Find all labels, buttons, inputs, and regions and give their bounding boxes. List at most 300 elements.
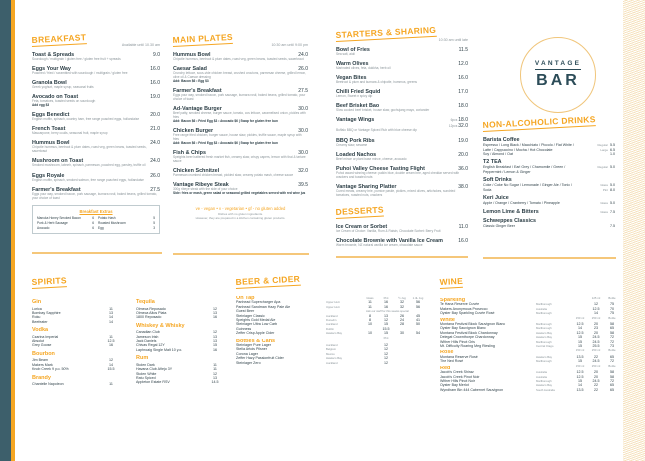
spirit-price: 15 — [213, 343, 217, 348]
menu-item — [336, 224, 468, 234]
menu-item-name: Beef Brisket Bao — [336, 103, 380, 110]
left-side-bar — [0, 0, 11, 461]
beer-price: 10 — [368, 322, 372, 327]
menu-item-price: 12.0 — [458, 61, 468, 68]
menu-item — [336, 166, 468, 180]
menu-item-description: Beef patty, smoked cheese, burger sauce, tomato, cos lettuce, caramelised onion, pickles with fries — [173, 111, 306, 119]
spirit-name: Czarina Imperial — [32, 334, 59, 339]
wine-name: Wither Hills Pinot Gris — [440, 339, 475, 344]
wine-price: 25.5 — [592, 344, 600, 349]
spirit-category: Whiskey & Whisky — [136, 322, 185, 329]
menu-item-price: 32.0 — [298, 167, 308, 174]
left-accent-stripe — [11, 0, 15, 461]
menu-item-description: Parmesan crumbed chicken breast, pickled slaw, creamy potato mash, cheese sauce — [173, 172, 294, 177]
spirit-price: 12 — [109, 358, 113, 363]
beer-origin: Upper Hutt — [326, 304, 340, 309]
bottle-price: 12 — [384, 343, 388, 348]
beer-price: 54 — [416, 331, 420, 336]
menu-item-description: Chipotle hummus, beetroot & plum dates, roast veg, green beans, toasted seeds, sauerkraut — [32, 145, 147, 154]
menu-item-price: 11.0 — [458, 223, 468, 230]
beer-name: Guinness — [236, 326, 252, 331]
column-header: 150 ml — [575, 363, 585, 368]
beer-name: Guest Beer — [236, 309, 255, 314]
beer-price: 56 — [416, 300, 420, 305]
beer-cider-section — [236, 272, 426, 365]
wine-origin: Central Otago — [536, 344, 554, 349]
menu-item-price: 36.0 — [458, 165, 468, 172]
beer-price: 45 — [416, 313, 420, 318]
size-label: Regular — [597, 165, 608, 170]
spirit-row — [32, 382, 118, 386]
spirit-price: 13 — [213, 375, 217, 380]
dietary-note-1: Dishes with no gluten ingredients. — [218, 211, 263, 216]
spirits-right-column — [136, 296, 222, 386]
dietary-note-2: However, they are prepared in a kitchen containing gluten products. — [195, 215, 286, 220]
menu-item-addons: Add: Bacon $6 • Fried Egg $3 • Avocado $6 | Swap for gluten free bun — [173, 140, 278, 145]
menu-item — [336, 89, 468, 99]
bottle-name: Corona Lager — [236, 351, 258, 356]
size-label: Pint — [602, 187, 608, 192]
wine-origin: South Australia — [536, 387, 555, 392]
wine-price: 73 — [610, 344, 614, 349]
menu-item-description: Mascarpone, berry coulis, seasonal fruit, maple syrup — [32, 131, 108, 136]
wine-price: 58 — [610, 370, 614, 375]
menu-item-description: Beef mince or plant base mince, cheese, avocado — [336, 156, 407, 161]
spirit-category: Vodka — [32, 327, 49, 334]
drink-group-name: Schweppes Classics — [483, 217, 537, 224]
spirits-left-column — [32, 296, 118, 386]
bottle-name: Steinlager Zero — [236, 360, 261, 365]
beer-origin: Dunedin — [326, 318, 337, 323]
menu-item-addons: Side: fries or mash, green salad or seasonal grilled vegetables served with red wine jus — [173, 190, 306, 195]
wine-price: 58 — [610, 322, 614, 327]
extra-name: Manuka Honey Smoked Bacon — [37, 215, 81, 220]
wine-price: 24.5 — [592, 335, 600, 340]
spirit-name: Lorica — [32, 306, 42, 311]
wine-price: 15 — [578, 335, 582, 340]
menu-item-description: Poached / fried / scrambled with sourdough / multigrain / gluten free — [32, 71, 128, 76]
drink-group-name: Barista Coffee — [483, 137, 520, 143]
beer-origin: Upper Hutt — [326, 300, 340, 305]
wine-row — [440, 388, 620, 392]
bottle-price: 12 — [384, 351, 388, 356]
beer-price: 56 — [416, 304, 420, 309]
menu-item — [336, 184, 468, 198]
main-plates-list — [173, 52, 308, 196]
menu-item-price: 39.5 — [298, 181, 308, 188]
spirit-price: 12 — [213, 330, 217, 335]
menu-item-price: 30.0 — [298, 127, 308, 134]
wine-price: 12.5 — [576, 330, 584, 335]
menu-item-description: Chipotle hummus, beetroot & plum dates, roast veg, green beans, toasted seeds, sauerkraut — [173, 57, 304, 61]
bottle-origin: Belgium — [326, 347, 337, 352]
menu-item-price: 18.0 — [458, 117, 468, 124]
menu-item-name: Vantage Ribeye Steak — [173, 181, 229, 188]
section-divider — [173, 253, 309, 255]
menu-item-name: Farmer's Breakfast — [32, 186, 81, 193]
beer-name: Zeffer Crisp Apple Cider — [236, 331, 275, 336]
spirit-name: Grey Goose — [32, 343, 52, 348]
menu-item-price: 32.0 — [458, 123, 468, 130]
drink-price: 5.0 — [610, 165, 615, 170]
beer-price: 8 — [369, 318, 371, 323]
wine-name: Mt. Difficulty Roaring Meg Riesling — [440, 344, 495, 349]
menu-item-name: Bowl of Fries — [336, 47, 370, 53]
spirit-price: 14 — [109, 315, 113, 320]
drink-group-name: Lemon Lime & Bitters — [483, 208, 539, 215]
wine-price: 22 — [594, 354, 598, 359]
column-header: Glass — [366, 296, 374, 300]
wine-price: 20 — [594, 370, 598, 375]
menu-item — [336, 47, 468, 57]
beer-price: 15 — [384, 322, 388, 327]
extra-price: 6 — [92, 220, 94, 225]
menu-item-description: Eggs your way, smoked bacon, pork sausage, kumara rosti, baked beans, grilled tomato, your choice of toast — [32, 191, 158, 200]
spacer — [362, 361, 378, 365]
wine-origin: Australia — [536, 374, 547, 379]
bottle-row — [236, 361, 426, 365]
menu-item-name: Mushroom on Toast — [32, 158, 84, 165]
menu-item-name: Chilli Fried Squid — [336, 89, 381, 96]
section-divider — [483, 257, 616, 259]
menu-item-description: Smoked mushroom, labneh, spinach, parmesan, poached egg, parsley, truffle oil — [32, 163, 146, 168]
spacer — [362, 336, 378, 343]
bottles-header-row — [236, 336, 426, 343]
menu-item-name: Eggs Your Way — [32, 66, 71, 73]
menu-item-description: Puhoi award winning cheese: paikin blue, double cream brie, aged cheddar served with crackers and toasted nuts — [336, 170, 460, 179]
non-alcoholic-title: NON-ALCOHOLIC DRINKS — [482, 114, 596, 131]
breakfast-section — [31, 32, 160, 234]
main-plates-hours: 10:30 am until 9:00 pm — [271, 43, 308, 47]
beer-price: 16 — [384, 300, 388, 305]
menu-item-description: Crunchy lettuce, sous-vide chicken breast, crushed croutons, parmesan cheese, grilled lemon, olive oil & Caesar dressing — [173, 71, 307, 79]
spirit-price: 13 — [213, 339, 217, 344]
menu-item — [32, 140, 160, 154]
spirit-name: Ratu Spiced — [136, 375, 156, 380]
beer-price: 11 — [368, 300, 372, 305]
on-tap-title: On Tap — [236, 296, 255, 301]
drink-row — [483, 165, 615, 174]
extra-name: Potato Hash — [98, 215, 116, 220]
beer-price: 11 — [368, 304, 372, 309]
wine-price: 72 — [610, 335, 614, 340]
spacer — [410, 336, 426, 343]
menu-item-price: 30.0 — [298, 149, 308, 156]
beer-price: 8 — [369, 313, 371, 318]
menu-item-description: Cured meats, creamy brie, pumice pastie, pickles, mixed olives, artichokes, sundried tomatoes, roasted nuts, crackers — [336, 188, 456, 197]
column-header: Pint — [383, 335, 389, 340]
column-header: Bottle — [608, 315, 616, 320]
column-header: 250 ml — [591, 348, 601, 353]
dietary-legend: ve - vegan • v - vegetarian • gf - no gluten added — [195, 205, 286, 211]
drink-options: Coke / Coke No Sugar / Lemonade / Ginger Ale / Tonic / Soda — [483, 183, 573, 192]
menu-item-name: Chocolate Brownie with Vanilla Ice Cream — [336, 237, 443, 244]
column-header: 250 ml — [591, 363, 601, 368]
spirit-price: 12 — [213, 371, 217, 376]
wine-name: Montana Festival Block Sauvignon Blanc — [440, 322, 506, 327]
menu-item-addons: Add egg $3 — [32, 103, 50, 108]
spirit-name: Canadian Club — [136, 330, 160, 335]
menu-item-name: Vantage Sharing Platter — [336, 183, 397, 190]
spirit-name: Olmeca Altos Plata — [136, 310, 167, 315]
spirit-name: Stolen White — [136, 371, 157, 376]
menu-item — [32, 80, 160, 90]
menu-item — [336, 61, 468, 71]
menu-item — [173, 182, 308, 196]
menu-item-name: Vegan Bites — [336, 75, 367, 82]
menu-item-description: Marinated olives, feta, dukkha, herb oil — [336, 66, 391, 71]
beer-price: 13 — [384, 313, 388, 318]
desserts-title: DESSERTS — [335, 204, 385, 217]
drink-prices — [608, 152, 615, 156]
spirit-name: Beefeater — [32, 319, 48, 324]
spirit-row — [136, 348, 222, 352]
menu-item-addons: Add: Bacon $6 • Egg $3 — [173, 78, 209, 83]
size-label: Glass — [600, 183, 608, 188]
menu-item-price: 30.0 — [298, 106, 308, 112]
drink-group — [483, 160, 615, 174]
drink-group — [483, 196, 615, 206]
spirits-title: SPIRITS — [31, 275, 68, 288]
wine-origin: Australia — [536, 306, 547, 311]
beer-price: 32 — [400, 304, 404, 309]
bottle-price: 12 — [384, 356, 388, 361]
bottle-name: Zeffer Hazy Passionfruit Cider — [236, 356, 284, 361]
wine-name: Oyster Bay Sparkling Cuvée Rosé — [440, 311, 495, 316]
price-line — [600, 188, 615, 192]
wine-price: 14 — [594, 311, 598, 316]
drink-row — [483, 201, 615, 205]
wine-category: Red — [440, 365, 451, 371]
bottle-name: Steinlager Pure Lager — [236, 343, 271, 348]
extra-name: Roasted Mushroom — [98, 220, 126, 225]
beer-price: 10 — [368, 331, 372, 336]
menu-item-name: Eggs Benedict — [32, 112, 70, 119]
spirit-name: Roku — [32, 315, 41, 320]
menu-item-name: Granola Bowl — [32, 80, 67, 87]
bottle-origin: Auckland — [326, 343, 338, 348]
wine-price: 65 — [610, 383, 614, 388]
spirit-name: Jack Daniels — [136, 339, 157, 344]
menu-item-name: Avocado on Toast — [32, 94, 79, 101]
menu-item-price: 20.0 — [458, 151, 468, 158]
spirit-name: Appleton Estate RSV — [136, 380, 170, 385]
beer-price: 50 — [416, 322, 420, 327]
drink-group-header — [483, 210, 615, 215]
menu-item-addons: Add: Bacon $6 • Fried Egg $3 • Avocado $6 | Swap for gluten free bun — [173, 118, 278, 123]
wine-origin: Australia — [536, 370, 547, 375]
drink-price: 5.0 — [610, 183, 615, 188]
spirit-name: Chivas Regal 12Y — [136, 343, 165, 348]
wine-origin: Hawke's Bay — [536, 354, 553, 359]
wine-price: 70 — [610, 306, 614, 311]
menu-item — [32, 94, 160, 108]
wine-price: 65 — [610, 354, 614, 359]
menu-item-price: 16.0 — [150, 66, 160, 73]
portion-label: 6pcs — [450, 118, 459, 123]
beer-price: 26 — [400, 313, 404, 318]
drink-prices — [597, 165, 615, 174]
spirit-price: 12.5 — [107, 339, 115, 344]
menu-item — [173, 150, 308, 164]
wine-name: Oyster Bay Sauvignon Blanc — [440, 326, 486, 331]
column-header: Bottle — [608, 296, 616, 300]
menu-item — [336, 238, 468, 248]
wine-origin: Marlborough — [536, 339, 552, 344]
beer-origin: Auckland — [326, 313, 338, 318]
drink-group — [483, 210, 615, 215]
wine-price: 20 — [594, 374, 598, 379]
wine-price: 75 — [610, 311, 614, 316]
wine-name: Jacob's Creek Pinot Noir — [440, 374, 480, 379]
extra-price: 6 — [92, 215, 94, 220]
drink-group-name: T2 TEA — [483, 159, 502, 166]
desserts-list — [336, 224, 468, 248]
menu-item-description: Creamy slaw, sesame — [336, 142, 368, 147]
menu-item-price: 17.0 — [458, 89, 468, 96]
drink-row — [483, 183, 615, 192]
menu-item-price: 27.5 — [298, 88, 308, 94]
bottle-price: 12 — [384, 347, 388, 352]
menu-item-price: 24.0 — [298, 52, 308, 58]
menu-item-name: Chicken Burger — [173, 127, 214, 134]
spirit-price: 11 — [213, 367, 217, 372]
price-line — [608, 224, 615, 228]
drink-price: 7.5 — [610, 224, 615, 229]
spacer — [394, 361, 410, 365]
wine-category: Sparkling — [440, 298, 466, 303]
starters-hours: 10:30 am until late — [438, 38, 468, 42]
wine-origin: Hawke's Bay — [536, 383, 553, 388]
drink-options: Espresso / Long Black / Macchiato / Piccolo / Flat White / Latte / Cappuccino / Mocha / Hot Chocolate — [483, 143, 574, 152]
beer-origin: Auckland — [326, 322, 338, 327]
menu-item-description: Eggs your way, smoked bacon, pork sausage, kumara rosti, baked beans, grilled tomato, your choice of toast — [173, 93, 306, 101]
wine-price: 24.5 — [592, 339, 600, 344]
spacer — [410, 361, 426, 365]
drink-options: English Breakfast / Earl Grey / Chamomile / Green / Peppermint / Lemon & Ginger — [483, 165, 566, 174]
wine-origin: Marlborough — [536, 326, 552, 331]
price-line — [600, 201, 615, 205]
wine-title: WINE — [439, 275, 464, 288]
spirit-price: 14.5 — [211, 380, 219, 385]
non-alcoholic-list — [483, 138, 615, 228]
spirit-price: 15.5 — [107, 367, 115, 372]
beer-name: Speights Gold Medal Ale — [236, 318, 276, 323]
wine-price: 65 — [610, 387, 614, 392]
menu-item — [173, 88, 308, 102]
spirit-price: 13 — [109, 310, 113, 315]
drink-price: 1.0 — [610, 151, 615, 156]
menu-item-price: 38.0 — [458, 183, 468, 190]
drink-group — [483, 219, 615, 229]
menu-item-description: 300g ribeye steak with the side of your choice — [173, 186, 238, 191]
bottles-title: Bottles & Cans — [236, 338, 276, 344]
menu-item-description: Sourdough / multigrain / gluten free / gluten free fruit + spreads — [32, 57, 121, 61]
beer-name: Steinlager Ultra Low Carb — [236, 322, 278, 327]
drink-row — [483, 143, 615, 152]
drink-prices — [600, 210, 615, 215]
column-header: 125 ml — [591, 296, 601, 300]
menu-item-description: Ice Cream of Choice: Vanilla, Rum & Raisin, Chocolate Sorbet: Berry Fruit — [336, 228, 441, 233]
spirit-price: 11 — [109, 306, 113, 311]
beer-name: Panhead Sandman Hazy Pale Ale — [236, 304, 291, 309]
spirits-section — [32, 272, 222, 386]
column-header: Bottle — [608, 363, 616, 368]
breakfast-extras-grid — [37, 216, 155, 230]
menu-item-price: 27.5 — [150, 186, 160, 193]
spirit-category: Tequila — [136, 299, 155, 305]
wine-price: 14 — [578, 326, 582, 331]
menu-item-name: Toast & Spreads — [32, 52, 75, 58]
menu-item-price: 9.0 — [153, 52, 160, 58]
menu-item-price: 19.0 — [458, 137, 468, 144]
column-header: 150 ml — [575, 315, 585, 320]
size-label: Glass — [600, 209, 608, 214]
menu-item — [32, 52, 160, 62]
beer-price: 41 — [416, 318, 420, 323]
menu-item-prices — [448, 117, 468, 129]
menu-item-description: English muffin, spinach, smoked salmon, free range poached eggs, hollandaise — [32, 177, 144, 182]
breakfast-extras-title: Breakfast Extras — [79, 208, 113, 214]
menu-item-name: Vantage Wings — [336, 117, 375, 124]
wine-price: 15 — [578, 344, 582, 349]
menu-item — [173, 168, 308, 178]
spirit-price: 11 — [109, 382, 113, 387]
column-header: ½ Jug — [398, 296, 406, 300]
extra-name: Avocado — [37, 225, 50, 230]
spirit-price: 16 — [213, 315, 217, 320]
menu-item-description: English muffin, spinach, country ham, free range poached eggs, hollandaise — [32, 117, 140, 122]
menu-item-price: 16.0 — [150, 80, 160, 87]
menu-item-description: Greek yoghurt, maple syrup, seasonal fruits — [32, 85, 94, 90]
wine-origin: Hawke's Bay — [536, 330, 553, 335]
menu-item-price: 18.0 — [458, 103, 468, 110]
spirit-name: Havana Club Añejo 3Y — [136, 367, 173, 372]
drink-price: 5.0 — [610, 201, 615, 206]
spirit-row — [32, 320, 118, 324]
beer-cider-title: BEER & CIDER — [235, 273, 301, 288]
drink-group-name: Soft Drinks — [483, 177, 512, 184]
menu-item-name: Puhoi Valley Cheese Tasting Flight — [336, 165, 425, 172]
menu-item-description: Buffalo BBQ or Vantage Spiced Rub with blue cheese dip — [336, 128, 417, 133]
bottle-price: 12 — [384, 360, 388, 365]
drink-row — [483, 152, 615, 156]
spirit-name: Laphroaig Single Malt 10 y.o. — [136, 347, 183, 352]
menu-item — [32, 158, 160, 168]
beer-price: 16 — [384, 304, 388, 309]
menu-item-name: Chicken Schnitzel — [173, 167, 220, 174]
menu-item-name: Hummus Bowl — [32, 140, 70, 147]
column-header: 1.4L Jug — [412, 296, 424, 300]
spirit-price: 16 — [213, 347, 217, 352]
spirit-price: 13 — [213, 310, 217, 315]
spirit-price: 13 — [213, 334, 217, 339]
drink-group — [483, 178, 615, 192]
breakfast-extras-box — [32, 205, 160, 234]
beer-price: 30 — [400, 331, 404, 336]
menu-item-name: Ad-Vantage Burger — [173, 106, 222, 112]
spirit-name: 1800 Reposado — [136, 315, 162, 320]
size-label: Glass — [600, 201, 608, 206]
drink-options: Apple / Orange / Cranberry / Tomato / Pineapple — [483, 201, 560, 206]
wine-category: White — [440, 317, 455, 323]
wine-section — [440, 272, 620, 392]
beer-price: 28 — [400, 322, 404, 327]
spirit-name: Jameson Irish — [136, 334, 159, 339]
menu-item-name: Fish & Chips — [173, 149, 206, 156]
spirit-name: Absolut — [32, 339, 44, 344]
menu-item-price: 26.0 — [298, 66, 308, 73]
